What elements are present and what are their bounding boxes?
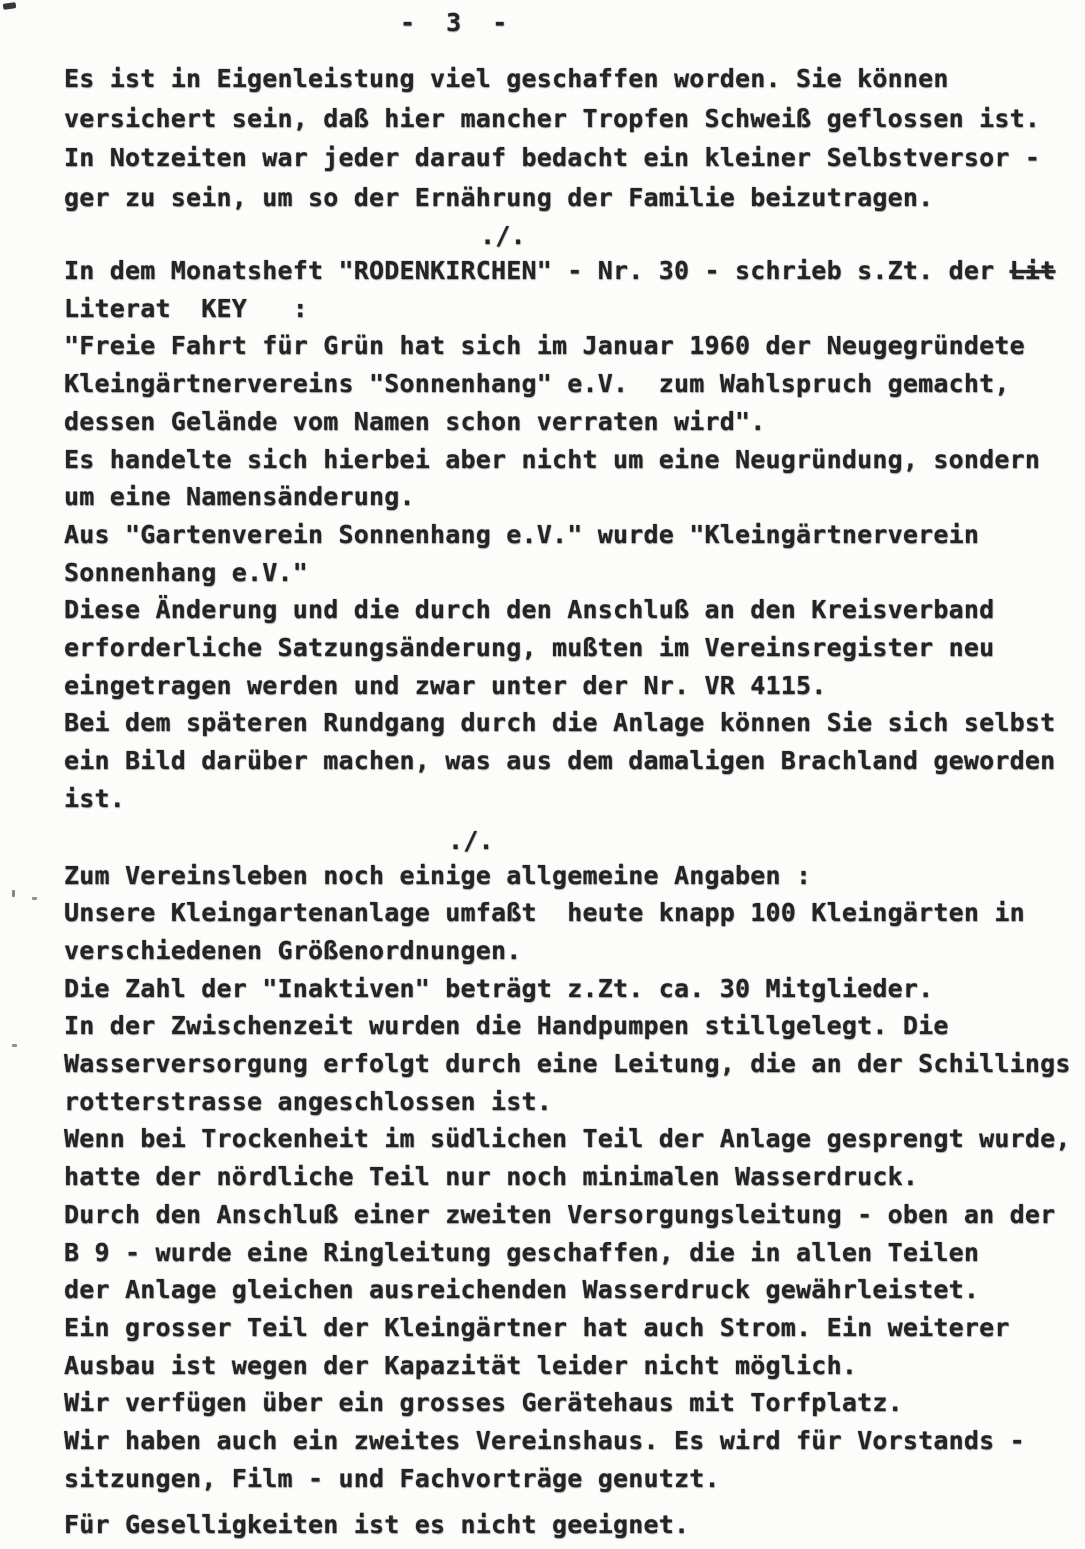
text-line: Durch den Anschluß einer zweiten Versorgungsleitung - oben an der	[64, 1199, 1056, 1229]
text-line: Ein grosser Teil der Kleingärtner hat auch Strom. Ein weiterer	[64, 1312, 1010, 1342]
paragraph	[64, 252, 1085, 818]
text-line: Ausbau ist wegen der Kapazität leider nicht möglich.	[64, 1350, 858, 1380]
text-line: ger zu sein, um so der Ernährung der Familie beizutragen.	[64, 182, 934, 212]
text-line: In dem Monatsheft "RODENKIRCHEN" - Nr. 30 - schrieb s.Zt. der Lit	[64, 256, 1056, 285]
text-line: Aus "Gartenverein Sonnenhang e.V." wurde "Kleingärtnerverein	[64, 519, 980, 549]
text-line: Wir verfügen über ein grosses Gerätehaus mit Torfplatz.	[64, 1388, 903, 1418]
text-line: Es handelte sich hierbei aber nicht um eine Neugründung, sondern	[64, 444, 1041, 474]
text-line: verschiedenen Größenordnungen.	[64, 935, 522, 965]
text-line: sitzungen, Film - und Fachvorträge genutzt.	[64, 1463, 720, 1493]
text-line: versichert sein, daß hier mancher Tropfen Schweiß geflossen ist.	[64, 103, 1041, 133]
text-line: hatte der nördliche Teil nur noch minimalen Wasserdruck.	[64, 1162, 919, 1192]
text-line: Wenn bei Trockenheit im südlichen Teil der Anlage gesprengt wurde,	[64, 1124, 1071, 1154]
text-line: um eine Namensänderung.	[64, 482, 415, 512]
page-number: - 3 -	[400, 8, 516, 37]
text-line: Wasserversorgung erfolgt durch eine Leitung, die an der Schillings	[64, 1049, 1071, 1079]
text-line: dessen Gelände vom Namen schon verraten wird".	[64, 406, 766, 436]
section-divider: ./.	[480, 221, 526, 250]
text-line: Die Zahl der "Inaktiven" beträgt z.Zt. ca. 30 Mitglieder.	[64, 973, 934, 1003]
text-line: Unsere Kleingartenanlage umfaßt heute knapp 100 Kleingärten in	[64, 898, 1025, 928]
text-line: Für Geselligkeiten ist es nicht geeignet.	[64, 1509, 690, 1539]
text-line: eingetragen werden und zwar unter der Nr. VR 4115.	[64, 670, 827, 700]
section-divider: ./.	[448, 825, 494, 855]
paragraph	[64, 1506, 1085, 1544]
text-line: In Notzeiten war jeder darauf bedacht ein kleiner Selbstversor -	[64, 143, 1041, 172]
text-line: Kleingärtnervereins "Sonnenhang" e.V. zum Wahlspruch gemacht,	[64, 369, 1010, 399]
text-line: Literat KEY :	[64, 293, 309, 323]
text-line: Es ist in Eigenleistung viel geschaffen worden. Sie können	[64, 64, 949, 93]
text-line: "Freie Fahrt für Grün hat sich im Januar 1960 der Neugegründete	[64, 331, 1025, 361]
text-line: ein Bild darüber machen, was aus dem damaligen Brachland geworden	[64, 746, 1056, 776]
text-line: Diese Änderung und die durch den Anschluß an den Kreisverband	[64, 595, 995, 625]
text-line: Zum Vereinsleben noch einige allgemeine Angaben :	[64, 860, 812, 890]
struck-out-text: Lit	[1009, 256, 1056, 285]
text-line: erforderliche Satzungsänderung, mußten im Vereinsregister neu	[64, 633, 995, 663]
text-line: rotterstrasse angeschlossen ist.	[64, 1086, 553, 1116]
paragraph	[64, 59, 1085, 217]
paragraph	[64, 857, 1085, 1498]
text-line: Wir haben auch ein zweites Vereinshaus. Es wird für Vorstands -	[64, 1426, 1025, 1456]
text-line: In der Zwischenzeit wurden die Handpumpen stillgelegt. Die	[64, 1011, 949, 1041]
document-body	[64, 59, 1085, 1543]
text-line: Sonnenhang e.V."	[64, 557, 309, 587]
text-line: ist.	[64, 783, 126, 813]
text-line: der Anlage gleichen ausreichenden Wasserdruck gewährleistet.	[64, 1275, 980, 1305]
text-line: Bei dem späteren Rundgang durch die Anlage können Sie sich selbst	[64, 708, 1056, 738]
text-line: B 9 - wurde eine Ringleitung geschaffen, die in allen Teilen	[64, 1237, 980, 1267]
